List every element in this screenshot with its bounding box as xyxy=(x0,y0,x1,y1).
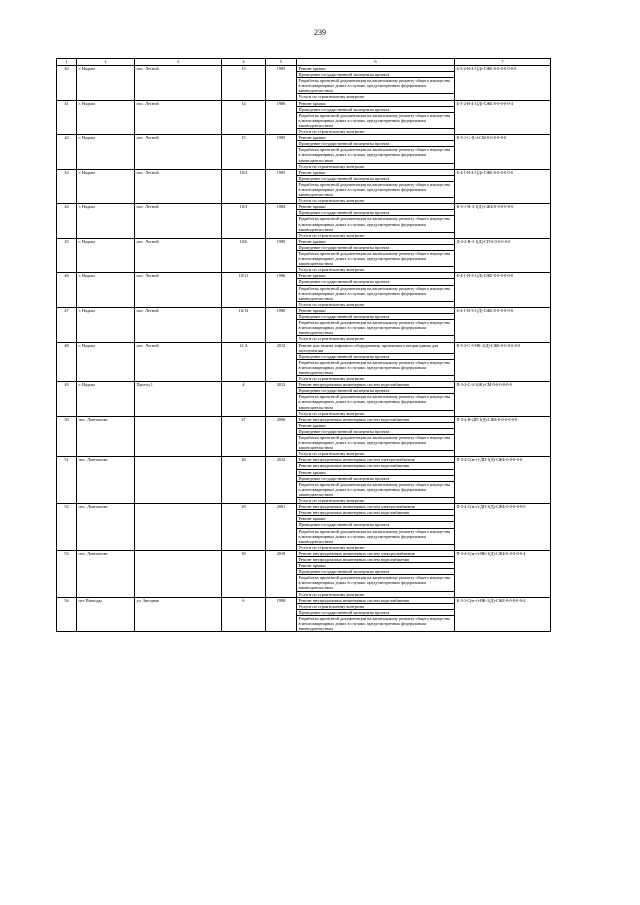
street-cell xyxy=(135,504,222,551)
year-cell: 1988 xyxy=(266,597,297,632)
street-cell xyxy=(135,457,222,504)
col-header: 3 xyxy=(135,59,222,66)
settlement-cell: г. Надым xyxy=(77,169,135,204)
work-item: Услуги по строительному контролю xyxy=(298,94,365,100)
settlement-cell: пос. Лонгъюган xyxy=(77,550,135,597)
page-number: 239 xyxy=(314,28,326,37)
code-cell: П-3-4-С(м-т)-ДП-1(Д)-СЖБ-0-0-0-0-0-0 xyxy=(455,504,551,551)
row-number: 49 xyxy=(57,382,77,417)
year-cell: 2010 xyxy=(266,550,297,597)
work-item: Ремонт внутридомовых инженерных систем водоснабжения xyxy=(297,417,454,423)
street-cell: пос. Лесной xyxy=(135,307,222,342)
street-cell: пос. Лесной xyxy=(135,342,222,382)
work-item: Услуги по строительному контролю xyxy=(298,336,365,342)
work-item: Услуги по строительному контролю xyxy=(298,498,365,504)
col-header: 2 xyxy=(77,59,135,66)
work-item: Разработка проектной документации на капитальному ремонту общего имущества в многоквартирных домах в случаях, предусмотренных федеральным законодательством xyxy=(297,482,454,498)
work-item: Разработка проектной документации на капитальному ремонту общего имущества в многоквартирных домах в случаях, предусмотренных федеральным законодательством xyxy=(297,147,454,163)
works-cell xyxy=(297,550,455,597)
work-item: Проведение государственной экспертизы проекта xyxy=(297,476,454,482)
col-header: 1 xyxy=(57,59,77,66)
header-row xyxy=(57,59,551,66)
year-cell: 2001 xyxy=(266,504,297,551)
work-item: Проведение государственной экспертизы проекта xyxy=(297,245,454,251)
house-number-cell: 30 xyxy=(222,550,266,597)
house-number-cell: 29 xyxy=(222,504,266,551)
house-number-cell: 13 xyxy=(222,66,266,101)
work-item: Ремонт крыши xyxy=(297,135,454,141)
works-cell xyxy=(297,416,455,457)
works-cell xyxy=(297,135,455,170)
work-item: Разработка проектной документации на капитальному ремонту общего имущества в многоквартирных домах в случаях, предусмотренных федеральным законодательством xyxy=(297,320,454,336)
work-item: Проведение государственной экспертизы проекта xyxy=(297,354,454,360)
row-number: 50 xyxy=(57,416,77,457)
code-cell: П-3-4-Н-ДП-1(Д)-СЖБ-0-0-0-0-0-0 xyxy=(455,416,551,457)
row-number: 48 xyxy=(57,342,77,382)
work-item: Проведение государственной экспертизы проекта xyxy=(297,314,454,320)
works-cell xyxy=(297,100,455,135)
work-item: Ремонт крыши xyxy=(297,204,454,210)
year-cell: 1989 xyxy=(266,238,297,273)
street-cell: Проезд 1 xyxy=(135,382,222,417)
year-cell: 2012 xyxy=(266,342,297,382)
work-item: Ремонт внутридомовых инженерных систем электроснабжения xyxy=(297,551,454,557)
work-item: Ремонт внутридомовых инженерных систем водоснабжения xyxy=(297,598,454,604)
code-cell: Б-4-1-Н-3-1(Д)-СЖБ-0-0-0-0-0-0 xyxy=(455,307,551,342)
work-item: Услуги по строительному контролю xyxy=(298,129,365,135)
row-number: 52 xyxy=(57,504,77,551)
table-row xyxy=(57,307,551,342)
work-item: Разработка проектной документации на капитальному ремонту общего имущества в многоквартирных домах в случаях, предусмотренных федеральным законодательством xyxy=(297,182,454,198)
year-cell: 1986 xyxy=(266,100,297,135)
works-cell xyxy=(297,342,455,382)
year-cell: 1985 xyxy=(266,135,297,170)
year-cell: 1985 xyxy=(266,66,297,101)
year-cell: 2012 xyxy=(266,382,297,417)
code-cell: Б-5-2-Н-4-1(Д)-СЖБ-0-0-0-0-0-4 xyxy=(455,100,551,135)
work-item: Ремонт крыши xyxy=(297,101,454,107)
row-number: 51 xyxy=(57,457,77,504)
col-header: 6 xyxy=(297,59,455,66)
work-item: Проведение государственной экспертизы проекта xyxy=(297,72,454,78)
settlement-cell: г. Надым xyxy=(77,100,135,135)
work-item: Проведение государственной экспертизы проекта xyxy=(297,429,454,435)
code-cell: Б-4-1-Н-3-1(Д)-СЖБ-0-0-0-0-0-0 xyxy=(455,273,551,308)
works-cell xyxy=(297,238,455,273)
code-cell: Б-4-1-Н-4-1(Д)-СЖБ-0-0-0-0-0-0 xyxy=(455,169,551,204)
table-row xyxy=(57,169,551,204)
code-cell: П-3-4-С(м-т)-ДП-1(Д)-СЖБ-0-0-0-0-0 xyxy=(455,457,551,504)
table-row xyxy=(57,457,551,504)
work-item: Разработка проектной документации на капитальному ремонту общего имущества в многоквартирных домах в случаях, предусмотренных федеральным законодательством xyxy=(297,251,454,267)
work-item: Услуги по строительному контролю xyxy=(298,198,365,204)
house-number-cell: 4 xyxy=(222,382,266,417)
works-cell xyxy=(297,597,455,632)
table-row xyxy=(57,135,551,170)
settlement-cell: пгт Пангоды xyxy=(77,597,135,632)
table-row xyxy=(57,100,551,135)
work-item: Проведение государственной экспертизы проекта xyxy=(297,141,454,147)
table-row xyxy=(57,416,551,457)
house-number-cell: 15 xyxy=(222,135,266,170)
work-item: Проведение государственной экспертизы проекта xyxy=(297,210,454,216)
works-cell xyxy=(297,169,455,204)
year-cell: 2012 xyxy=(266,457,297,504)
settlement-cell: г. Надым xyxy=(77,135,135,170)
works-cell xyxy=(297,504,455,551)
house-number-cell: 14 xyxy=(222,100,266,135)
table-row xyxy=(57,504,551,551)
works-cell xyxy=(297,273,455,308)
work-item: Разработка проектной документации на капитальному ремонту общего имущества в многоквартирных домах в случаях, предусмотренных федеральным законодательством xyxy=(297,113,454,129)
table-row xyxy=(57,550,551,597)
settlement-cell: г. Надым xyxy=(77,204,135,239)
work-item: Проведение государственной экспертизы проекта xyxy=(297,522,454,528)
house-number-cell: 12 А xyxy=(222,342,266,382)
work-item: Ремонт крыши xyxy=(297,308,454,314)
work-item: Проведение государственной экспертизы проекта xyxy=(297,610,454,616)
settlement-cell: г. Надым xyxy=(77,238,135,273)
row-number: 42 xyxy=(57,135,77,170)
work-item: Ремонт или замена лифтового оборудования, признанного непригодным для эксплуатации xyxy=(297,343,454,354)
street-cell: пос. Лесной xyxy=(135,100,222,135)
house-number-cell: 28 xyxy=(222,457,266,504)
code-cell: П-3-2-С-4-1(Ж)-СМ-0-0-0-0-0-0 xyxy=(455,382,551,417)
row-number: 44 xyxy=(57,204,77,239)
work-item: Проведение государственной экспертизы проекта xyxy=(297,388,454,394)
table-row xyxy=(57,66,551,101)
settlement-cell: пос. Лонгъюган xyxy=(77,504,135,551)
works-cell xyxy=(297,204,455,239)
house-number-cell: 10/12 xyxy=(222,307,266,342)
row-number: 43 xyxy=(57,169,77,204)
work-item: Ремонт крыши xyxy=(297,239,454,245)
year-cell: 1988 xyxy=(266,307,297,342)
work-item: Услуги по строительному контролю xyxy=(298,267,365,273)
settlement-cell: г. Надым xyxy=(77,273,135,308)
house-number-cell: 6 xyxy=(222,597,266,632)
row-number: 46 xyxy=(57,273,77,308)
table-row xyxy=(57,273,551,308)
year-cell: 1986 xyxy=(266,273,297,308)
work-item: Услуги по строительному контролю xyxy=(298,410,365,416)
street-cell: пос. Лесной xyxy=(135,204,222,239)
code-cell: К-5-3-С-5-НК-1(Д)-СЖБ-0-0-0-0-0-0 xyxy=(455,342,551,382)
work-item: Проведение государственной экспертизы проекта xyxy=(297,107,454,113)
settlement-cell: г. Надым xyxy=(77,307,135,342)
code-cell: К-5-1-С(м-т)-НК-1(Д)-СЖБ-0-0-0-0-0-4 xyxy=(455,597,551,632)
work-item: Услуги по строительному контролю xyxy=(298,544,365,550)
work-item: Проведение государственной экспертизы проекта xyxy=(297,279,454,285)
street-cell: пос. Лесной xyxy=(135,66,222,101)
work-item: Ремонт крыши xyxy=(297,516,454,522)
registry-table xyxy=(56,58,551,632)
work-item: Услуги по строительному контролю xyxy=(298,301,365,307)
work-item: Ремонт крыши xyxy=(297,563,454,569)
work-item: Разработка проектной документации на капитальному ремонту общего имущества в многоквартирных домах в случаях, предусмотренных федеральным законодательством xyxy=(297,286,454,302)
code-cell: К-5-1-Н-3-1(Д)-СЖБ-0-0-0-0-0-0 xyxy=(455,204,551,239)
work-item: Ремонт внутридомовых инженерных систем водоснабжения xyxy=(297,463,454,469)
work-item: Ремонт крыши xyxy=(297,273,454,279)
house-number-cell: 10/6 xyxy=(222,238,266,273)
work-item: Услуги по строительному контролю xyxy=(298,591,365,597)
code-cell: Д-4-2-Н-3-1(Д)-СП-0-0-0-0-0-0 xyxy=(455,238,551,273)
works-cell xyxy=(297,382,455,417)
work-item: Ремонт крыши xyxy=(297,470,454,476)
work-item: Разработка проектной документации на капитальному ремонту общего имущества в многоквартирных домах в случаях, предусмотренных федеральным законодательством xyxy=(297,529,454,545)
table-row xyxy=(57,204,551,239)
work-item: Услуги по строительному контролю xyxy=(297,604,454,610)
works-cell xyxy=(297,457,455,504)
work-item: Услуги по строительному контролю xyxy=(298,376,365,382)
house-number-cell: 27 xyxy=(222,416,266,457)
street-cell: пос. Лесной xyxy=(135,238,222,273)
table-row xyxy=(57,342,551,382)
work-item: Услуги по строительному контролю xyxy=(298,163,365,169)
work-item: Ремонт крыши xyxy=(297,170,454,176)
col-header: 7 xyxy=(455,59,551,66)
work-item: Ремонт крыши xyxy=(297,423,454,429)
work-item: Ремонт внутридомовых инженерных систем водоснабжения xyxy=(297,557,454,563)
street-cell xyxy=(135,416,222,457)
col-header: 4 xyxy=(222,59,266,66)
row-number: 53 xyxy=(57,550,77,597)
table-body xyxy=(57,66,551,632)
settlement-cell: пос. Лонгъюган xyxy=(77,416,135,457)
work-item: Разработка проектной документации на капитальному ремонту общего имущества в многоквартирных домах в случаях, предусмотренных федеральным законодательством xyxy=(297,216,454,232)
street-cell: пос. Лесной xyxy=(135,273,222,308)
work-item: Ремонт крыши xyxy=(297,66,454,72)
row-number: 45 xyxy=(57,238,77,273)
table-row xyxy=(57,382,551,417)
table-row xyxy=(57,238,551,273)
year-cell: 2006 xyxy=(266,416,297,457)
work-item: Разработка проектной документации на капитальному ремонту общего имущества в многоквартирных домах в случаях, предусмотренных федеральным законодательством xyxy=(297,435,454,451)
settlement-cell: пос. Лонгъюган xyxy=(77,457,135,504)
work-item: Разработка проектной документации на капитальному ремонту общего имущества в многоквартирных домах в случаях, предусмотренных федеральным законодательством xyxy=(297,575,454,591)
street-cell xyxy=(135,550,222,597)
code-cell: П-3-4-С(м-т)-НК-1(Д)-СЖБ-0-0-0-0-0-4 xyxy=(455,550,551,597)
work-item: Проведение государственной экспертизы проекта xyxy=(297,176,454,182)
works-cell xyxy=(297,66,455,101)
code-cell: К-5-1-С-Ц-4-СМ-0-0-0-0-0-0 xyxy=(455,135,551,170)
settlement-cell: г. Надым xyxy=(77,342,135,382)
work-item: Ремонт внутридомовых инженерных систем водоснабжения xyxy=(297,510,454,516)
code-cell: Б-5-2-Н-4-1(Д)-СЖБ-0-0-0-0-0-0-0 xyxy=(455,66,551,101)
year-cell: 1984 xyxy=(266,204,297,239)
work-item: Разработка проектной документации на капитальному ремонту общего имущества в многоквартирных домах в случаях, предусмотренных федеральным законодательством xyxy=(298,615,451,632)
work-item: Разработка проектной документации на капитальному ремонту общего имущества в многоквартирных домах в случаях, предусмотренных федеральным законодательством xyxy=(297,394,454,410)
street-cell: пос. Лесной xyxy=(135,135,222,170)
work-item: Услуги по строительному контролю xyxy=(298,451,365,457)
col-header: 5 xyxy=(266,59,297,66)
row-number: 54 xyxy=(57,597,77,632)
work-item: Разработка проектной документации на капитальному ремонту общего имущества в многоквартирных домах в случаях, предусмотренных федеральным законодательством xyxy=(297,360,454,376)
year-cell: 1985 xyxy=(266,169,297,204)
works-cell xyxy=(297,307,455,342)
work-item: Услуги по строительному контролю xyxy=(298,232,365,238)
settlement-cell: г. Надым xyxy=(77,66,135,101)
work-item: Ремонт внутридомовых инженерных систем водоснабжения xyxy=(297,382,454,388)
row-number: 41 xyxy=(57,100,77,135)
street-cell: пос. Лесной xyxy=(135,169,222,204)
house-number-cell: 10/2 xyxy=(222,169,266,204)
work-item: Ремонт внутридомовых инженерных систем электроснабжения xyxy=(297,457,454,463)
work-item: Проведение государственной экспертизы проекта xyxy=(297,569,454,575)
row-number: 47 xyxy=(57,307,77,342)
table-row xyxy=(57,597,551,632)
work-item: Разработка проектной документации на капитальному ремонту общего имущества в многоквартирных домах в случаях, предусмотренных федеральным законодательством xyxy=(297,78,454,94)
settlement-cell: г. Надым xyxy=(77,382,135,417)
row-number: 40 xyxy=(57,66,77,101)
work-item: Ремонт внутридомовых инженерных систем электроснабжения xyxy=(297,504,454,510)
street-cell: ул. Звездная xyxy=(135,597,222,632)
house-number-cell: 10/3 xyxy=(222,204,266,239)
house-number-cell: 10/11 xyxy=(222,273,266,308)
